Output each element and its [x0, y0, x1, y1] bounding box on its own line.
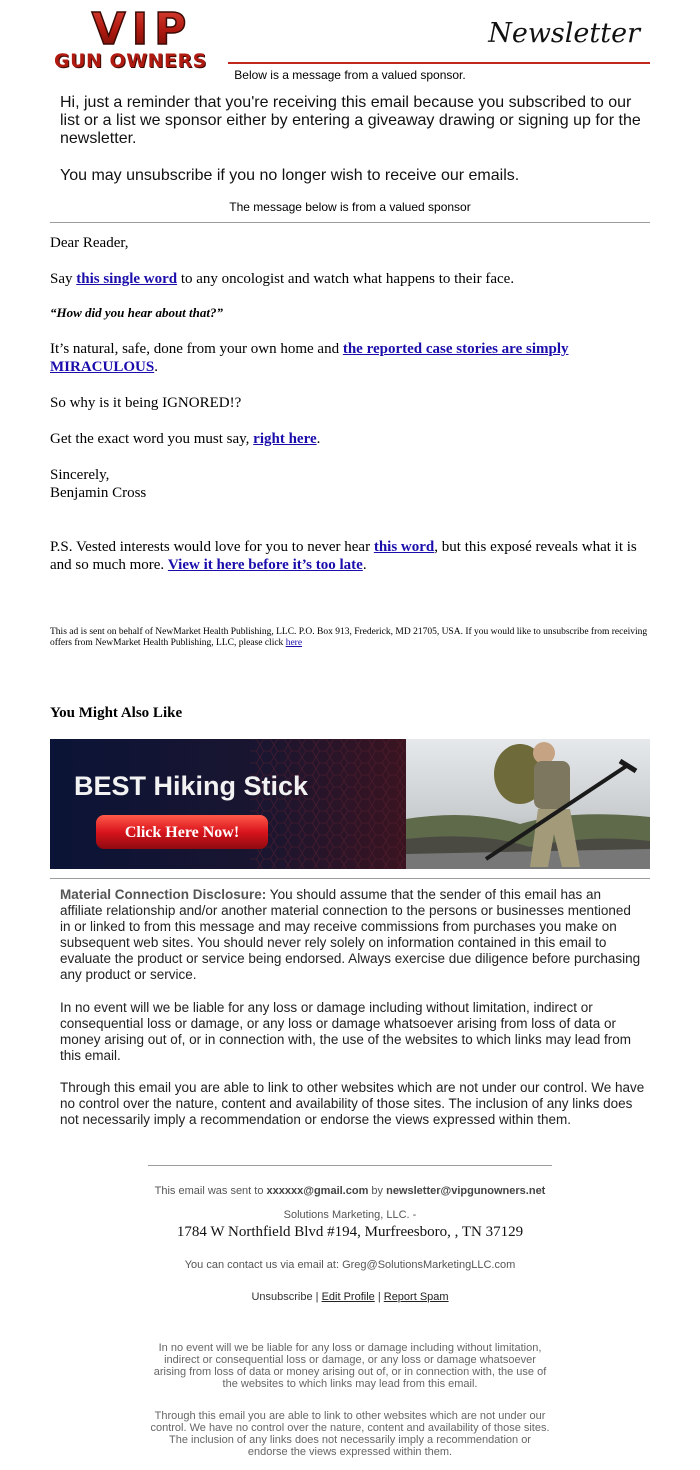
disclosure-divider	[50, 878, 650, 879]
letter-paragraph-4	[50, 430, 650, 448]
unsubscribe-label[interactable]: Unsubscribe	[251, 1291, 313, 1303]
footer-separator: |	[374, 1291, 384, 1303]
ps-text-before: P.S. Vested interests would love for you to never hear	[50, 539, 374, 555]
letter-signature: Benjamin Cross	[50, 485, 147, 501]
case-stories-link[interactable]: the reported case stories are simply MIRACULOUS	[50, 341, 569, 375]
sender-email: newsletter@vipgunowners.net	[386, 1185, 546, 1197]
sent-to-line	[50, 1185, 650, 1197]
p1-text-after: to any oncologist and watch what happens to their face.	[177, 271, 515, 287]
contact-line: You can contact us via email at: Greg@SolutionsMarketingLLC.com	[184, 1259, 516, 1271]
logo-main-text: VIP	[91, 8, 193, 48]
disclosure-paragraph-1	[60, 887, 645, 983]
ad-notice	[50, 627, 650, 649]
footer-legal-2: Through this email you are able to link to other websites which are not under our control. We have no control over the nature, content and availability of those sites. The inclusion of any links does not necessarily imply a recommendation or endorse the views expressed within them.	[150, 1410, 550, 1458]
recipient-email: xxxxxx@gmail.com	[266, 1185, 369, 1197]
p4-text-after: .	[316, 431, 321, 447]
ad-notice-text: This ad is sent on behalf of NewMarket Health Publishing, LLC. P.O. Box 913, Frederick, MD 21705, USA. If you would like to unsubscribe from receiving offers from NewMarket Health Publishing, LLC, please click	[50, 627, 648, 648]
footer-separator: |	[312, 1291, 322, 1303]
disclosure-label: Material Connection Disclosure:	[60, 887, 267, 902]
report-spam-link[interactable]: Report Spam	[383, 1291, 449, 1303]
p2-text-before: It’s natural, safe, done from your own home and	[50, 341, 343, 357]
ps-text-middle: , but this exposé reveals what it is and so much more.	[50, 539, 637, 573]
header-divider	[228, 62, 650, 64]
ps-text-after: .	[362, 557, 367, 573]
disclosure-paragraph-2: In no event will we be liable for any loss or damage including without limitation, indirect or consequential loss or damage, or any loss or damage whatsoever arising from loss of data or money arising out of, or in connection with, the use of the websites to which links may lead from this email.	[60, 1000, 632, 1063]
sent-to-label: This email was sent to	[154, 1185, 267, 1197]
letter-signoff: Sincerely,	[50, 467, 110, 483]
letter-quote: “How did you hear about that?”	[50, 305, 223, 320]
view-it-here-link[interactable]: View it here before it’s too late	[167, 557, 363, 573]
footer-divider	[148, 1165, 552, 1166]
vip-logo-icon	[54, 8, 230, 48]
this-word-link[interactable]: this word	[373, 539, 435, 555]
ad-unsubscribe-link[interactable]: here	[285, 638, 303, 648]
footer-legal-1: In no event will we be liable for any loss or damage including without limitation, indirect or consequential loss or damage, or any loss or damage whatsoever arising from loss of data or money arising out of, or in connection with, the use of the websites to which links may lead from this email.	[153, 1342, 547, 1390]
unsubscribe-note: You may unsubscribe if you no longer wish to receive our emails.	[60, 167, 520, 184]
company-name: Solutions Marketing, LLC. -	[283, 1209, 417, 1221]
p2-text-after: .	[154, 359, 158, 375]
letter-greeting: Dear Reader,	[50, 235, 129, 251]
p4-text-before: Get the exact word you must say,	[50, 431, 254, 447]
sponsor-note-top: Below is a message from a valued sponsor.	[234, 68, 466, 82]
letter-postscript	[50, 538, 650, 574]
subscription-reminder: Hi, just a reminder that you're receiving this email because you subscribed to our list or a list we sponsor either by entering a giveaway drawing or signing up for the newsletter.	[60, 94, 641, 147]
company-address: 1784 W Northfield Blvd #194, Murfreesboro, , TN 37129	[176, 1224, 524, 1240]
banner-graphic	[50, 739, 650, 869]
banner-button-label: Click Here Now!	[124, 824, 240, 841]
section-divider	[50, 222, 650, 223]
logo-subtitle: GUN OWNERS	[54, 50, 207, 72]
letter-paragraph-3: So why is it being IGNORED!?	[50, 395, 242, 411]
right-here-link[interactable]: right here	[253, 431, 317, 447]
banner-title: BEST Hiking Stick	[74, 771, 309, 801]
p1-text-before: Say	[50, 271, 77, 287]
letter-paragraph-1	[50, 270, 650, 288]
letter-paragraph-2	[50, 340, 650, 376]
disclosure-paragraph-3: Through this email you are able to link to other websites which are not under our control. We have no control over the nature, content and availability of those sites. The inclusion of any links does not necessarily imply a recommendation or endorse the views expressed within them.	[60, 1080, 645, 1127]
sent-by-label: by	[368, 1185, 387, 1197]
footer-links	[50, 1291, 650, 1303]
sponsor-note-bottom: The message below is from a valued sponsor	[229, 200, 471, 214]
newsletter-header	[50, 8, 650, 72]
hiking-stick-banner[interactable]	[50, 739, 650, 869]
also-like-heading: You Might Also Like	[50, 705, 183, 721]
edit-profile-link[interactable]: Edit Profile	[321, 1291, 375, 1303]
disclosure-text-1: You should assume that the sender of this email has an affiliate relationship and/or another material connection to the persons or businesses mentioned in or linked to from this message and may receive commissions from purchases you make on subsequent web sites. You should never rely solely on information contained in this email to evaluate the product or service being endorsed. Always exercise due diligence before purchasing any product or service.	[60, 887, 641, 982]
single-word-link[interactable]: this single word	[76, 271, 178, 287]
newsletter-title: Newsletter	[488, 18, 640, 49]
